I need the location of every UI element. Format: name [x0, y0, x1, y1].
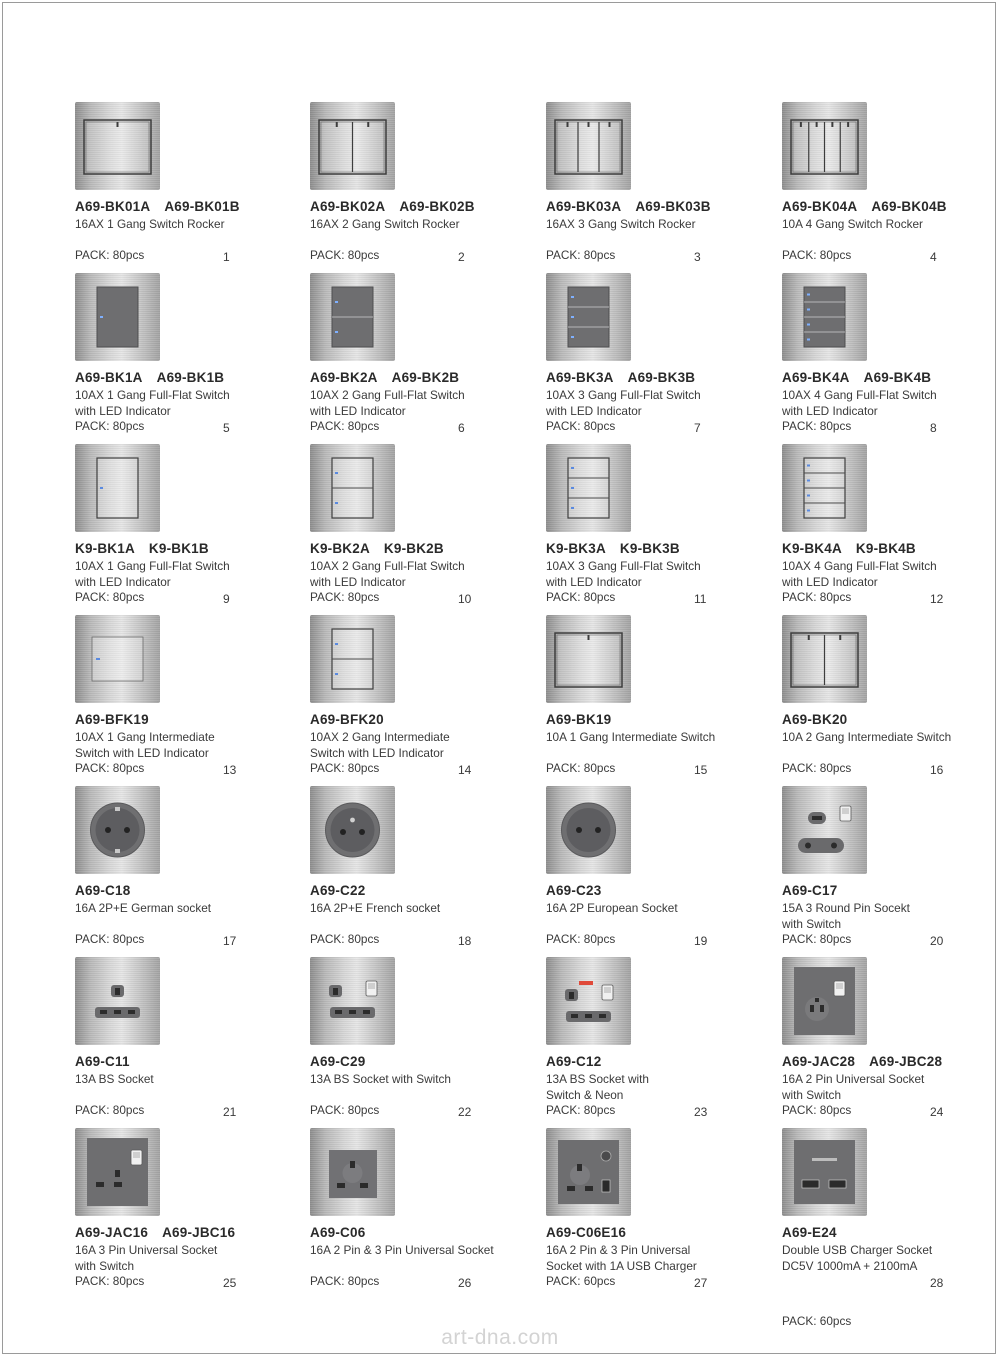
product-code: A69-C11 — [75, 1054, 130, 1069]
product-code: K9-BK2B — [383, 541, 444, 556]
product-codes — [310, 712, 384, 727]
pack-quantity: PACK: 80pcs — [310, 248, 380, 262]
product-codes — [546, 199, 711, 214]
product-card — [782, 786, 1000, 957]
product-codes — [75, 199, 240, 214]
product-codes — [310, 370, 459, 385]
product-codes — [546, 370, 695, 385]
double-usb-icon — [782, 1128, 867, 1216]
product-codes — [782, 199, 947, 214]
flat-silver-4-icon — [782, 444, 867, 532]
product-description — [75, 388, 230, 419]
french-socket-icon — [310, 786, 395, 874]
product-code: A69-C23 — [546, 883, 602, 898]
product-description — [310, 217, 460, 233]
product-code: A69-C12 — [546, 1054, 602, 1069]
description-line: with LED Indicator — [310, 403, 406, 418]
product-code: A69-C29 — [310, 1054, 366, 1069]
product-code: A69-BK02B — [399, 199, 475, 214]
product-card — [75, 273, 300, 444]
product-code: A69-JAC16 — [75, 1225, 149, 1240]
rocker-2-icon — [310, 102, 395, 190]
product-code: A69-BFK19 — [75, 712, 149, 727]
product-code: K9-BK4A — [782, 541, 842, 556]
product-code: A69-BK2A — [310, 370, 378, 385]
item-number: 24 — [930, 1105, 944, 1119]
product-card — [546, 273, 771, 444]
item-number: 22 — [458, 1105, 472, 1119]
product-code: A69-BK4A — [782, 370, 850, 385]
rocker-2-icon — [782, 615, 867, 703]
product-card — [310, 102, 535, 273]
flat-grey-3-icon — [546, 273, 631, 361]
product-code: A69-BK01A — [75, 199, 151, 214]
product-description — [546, 559, 701, 590]
round-pin-socket-icon — [782, 786, 867, 874]
description-line: Switch with LED Indicator — [310, 745, 444, 760]
pack-quantity: PACK: 80pcs — [546, 419, 616, 433]
product-code: A69-BK19 — [546, 712, 612, 727]
product-card — [782, 1128, 1000, 1328]
universal-socket-icon — [310, 1128, 395, 1216]
item-number: 15 — [694, 763, 708, 777]
item-number: 19 — [694, 934, 708, 948]
description-line: 16A 2P+E French socket — [310, 901, 441, 915]
product-codes — [75, 1054, 130, 1069]
product-card — [310, 444, 535, 615]
product-code: K9-BK1B — [148, 541, 209, 556]
pack-quantity: PACK: 80pcs — [546, 932, 616, 946]
flat-grey-2-icon — [310, 273, 395, 361]
item-number: 16 — [930, 763, 944, 777]
product-codes — [310, 199, 475, 214]
flat-silver-2-icon — [310, 444, 395, 532]
product-codes — [310, 541, 444, 556]
item-number: 4 — [930, 250, 937, 264]
product-codes — [546, 541, 680, 556]
product-description — [546, 1243, 697, 1274]
product-card — [546, 786, 771, 957]
description-line: 10A 1 Gang Intermediate Switch — [546, 730, 716, 744]
item-number: 26 — [458, 1276, 472, 1290]
product-description — [75, 730, 215, 761]
description-line: 16A 2 Pin & 3 Pin Universal Socket — [310, 1243, 494, 1257]
description-line: 10AX 3 Gang Full-Flat Switch — [546, 388, 701, 402]
description-line: Socket with 1A USB Charger — [546, 1258, 697, 1273]
bs-socket-switch-icon — [310, 957, 395, 1045]
pack-quantity: PACK: 80pcs — [310, 419, 380, 433]
description-line: with LED Indicator — [310, 574, 406, 589]
description-line: 10AX 2 Gang Intermediate — [310, 730, 450, 744]
description-line: 13A BS Socket — [75, 1072, 154, 1086]
flat-grey-4-icon — [782, 273, 867, 361]
product-codes — [782, 541, 916, 556]
universal-3pin-switch-icon — [75, 1128, 160, 1216]
description-line: 10AX 4 Gang Full-Flat Switch — [782, 388, 937, 402]
description-line: 16A 2P+E German socket — [75, 901, 212, 915]
description-line: 10AX 2 Gang Full-Flat Switch — [310, 388, 465, 402]
pack-quantity: PACK: 80pcs — [546, 761, 616, 775]
product-codes — [782, 712, 847, 727]
product-card — [546, 102, 771, 273]
description-line: with Switch — [782, 1087, 842, 1102]
item-number: 5 — [223, 421, 230, 435]
product-codes — [782, 1054, 942, 1069]
product-description — [75, 901, 211, 917]
pack-quantity: PACK: 80pcs — [310, 761, 380, 775]
pack-quantity: PACK: 80pcs — [75, 761, 145, 775]
product-description — [75, 1072, 154, 1088]
product-code: A69-C22 — [310, 883, 366, 898]
intermediate-2-icon — [310, 615, 395, 703]
item-number: 28 — [930, 1276, 944, 1290]
product-description — [546, 730, 715, 746]
item-number: 9 — [223, 592, 230, 606]
flat-silver-3-icon — [546, 444, 631, 532]
description-line: 16A 2 Pin & 3 Pin Universal — [546, 1243, 691, 1257]
bs-socket-neon-icon — [546, 957, 631, 1045]
item-number: 11 — [694, 592, 707, 606]
product-codes — [75, 541, 209, 556]
intermediate-1-icon — [75, 615, 160, 703]
product-description — [310, 1243, 494, 1259]
product-card — [546, 615, 771, 786]
pack-quantity: PACK: 80pcs — [782, 590, 852, 604]
pack-quantity: PACK: 80pcs — [782, 1103, 852, 1117]
product-card — [75, 1128, 300, 1299]
item-number: 13 — [223, 763, 237, 777]
product-description — [310, 559, 465, 590]
product-card — [782, 273, 1000, 444]
product-description — [782, 388, 937, 419]
rocker-1-icon — [75, 102, 160, 190]
pack-quantity: PACK: 60pcs — [782, 1314, 852, 1328]
product-codes — [75, 883, 130, 898]
description-line: 16A 3 Pin Universal Socket — [75, 1243, 218, 1257]
product-code: A69-BK03A — [546, 199, 622, 214]
item-number: 1 — [223, 250, 230, 264]
product-code: A69-JBC28 — [869, 1054, 943, 1069]
product-code: A69-BK02A — [310, 199, 386, 214]
description-line: DC5V 1000mA + 2100mA — [782, 1258, 918, 1273]
product-card — [75, 444, 300, 615]
description-line: 10AX 4 Gang Full-Flat Switch — [782, 559, 937, 573]
description-line: with LED Indicator — [782, 403, 878, 418]
pack-quantity: PACK: 80pcs — [75, 248, 145, 262]
pack-quantity: PACK: 80pcs — [310, 1274, 380, 1288]
product-card — [310, 273, 535, 444]
pack-quantity: PACK: 80pcs — [782, 248, 852, 262]
item-number: 21 — [223, 1105, 237, 1119]
item-number: 10 — [458, 592, 472, 606]
product-card — [782, 102, 1000, 273]
product-card — [782, 615, 1000, 786]
description-line: Switch & Neon — [546, 1087, 624, 1102]
product-card — [310, 1128, 535, 1299]
product-card — [310, 957, 535, 1128]
product-code: K9-BK3A — [546, 541, 606, 556]
description-line: with LED Indicator — [75, 403, 171, 418]
description-line: with LED Indicator — [782, 574, 878, 589]
product-codes — [546, 1054, 601, 1069]
description-line: Double USB Charger Socket — [782, 1243, 933, 1257]
item-number: 23 — [694, 1105, 708, 1119]
product-code: A69-C06E16 — [546, 1225, 627, 1240]
product-codes — [546, 883, 601, 898]
product-card — [75, 957, 300, 1128]
pack-quantity: PACK: 80pcs — [75, 419, 145, 433]
description-line: with Switch — [782, 916, 842, 931]
item-number: 14 — [458, 763, 472, 777]
pack-quantity: PACK: 80pcs — [782, 419, 852, 433]
product-code: A69-C17 — [782, 883, 838, 898]
description-line: 13A BS Socket with Switch — [310, 1072, 451, 1086]
description-line: 10A 2 Gang Intermediate Switch — [782, 730, 952, 744]
product-card — [782, 957, 1000, 1128]
pack-quantity: PACK: 80pcs — [546, 248, 616, 262]
euro-socket-icon — [546, 786, 631, 874]
product-card — [546, 1128, 771, 1299]
product-code: A69-BFK20 — [310, 712, 384, 727]
pack-quantity: PACK: 80pcs — [75, 1274, 145, 1288]
item-number: 17 — [223, 934, 237, 948]
product-code: K9-BK4B — [855, 541, 916, 556]
description-line: 10AX 3 Gang Full-Flat Switch — [546, 559, 701, 573]
description-line: with LED Indicator — [75, 574, 171, 589]
product-description — [546, 217, 696, 233]
product-code: K9-BK2A — [310, 541, 370, 556]
pack-quantity: PACK: 60pcs — [546, 1274, 616, 1288]
description-line: 10AX 1 Gang Full-Flat Switch — [75, 559, 230, 573]
flat-grey-1-icon — [75, 273, 160, 361]
description-line: 16AX 1 Gang Switch Rocker — [75, 217, 225, 231]
product-code: A69-BK3A — [546, 370, 614, 385]
product-description — [310, 730, 450, 761]
universal-usb-icon — [546, 1128, 631, 1216]
product-code: A69-JBC16 — [162, 1225, 236, 1240]
description-line: 15A 3 Round Pin Socekt — [782, 901, 910, 915]
product-card — [546, 444, 771, 615]
product-code: A69-BK04A — [782, 199, 858, 214]
product-card — [782, 444, 1000, 615]
product-card — [310, 615, 535, 786]
product-code: A69-C18 — [75, 883, 131, 898]
product-card — [310, 786, 535, 957]
item-number: 27 — [694, 1276, 708, 1290]
product-description — [782, 559, 937, 590]
product-codes — [75, 370, 224, 385]
item-number: 2 — [458, 250, 465, 264]
item-number: 6 — [458, 421, 465, 435]
product-description — [782, 1243, 932, 1274]
pack-quantity: PACK: 80pcs — [310, 932, 380, 946]
product-codes — [75, 1225, 235, 1240]
rocker-1-icon — [546, 615, 631, 703]
item-number: 12 — [930, 592, 944, 606]
product-description — [75, 559, 230, 590]
description-line: 10A 4 Gang Switch Rocker — [782, 217, 923, 231]
product-description — [310, 901, 440, 917]
item-number: 3 — [694, 250, 701, 264]
product-codes — [782, 883, 837, 898]
product-description — [546, 1072, 649, 1103]
product-description — [782, 730, 951, 746]
pack-quantity: PACK: 80pcs — [782, 761, 852, 775]
product-code: A69-JAC28 — [782, 1054, 856, 1069]
description-line: with Switch — [75, 1258, 135, 1273]
german-socket-icon — [75, 786, 160, 874]
product-codes — [782, 370, 931, 385]
product-description — [75, 1243, 217, 1274]
rocker-3-icon — [546, 102, 631, 190]
pack-quantity: PACK: 80pcs — [782, 932, 852, 946]
product-description — [310, 388, 465, 419]
product-description — [782, 217, 923, 233]
product-card — [546, 957, 771, 1128]
product-description — [546, 901, 678, 917]
product-code: A69-BK1B — [156, 370, 225, 385]
product-codes — [782, 1225, 837, 1240]
item-number: 25 — [223, 1276, 237, 1290]
product-codes — [310, 883, 365, 898]
pack-quantity: PACK: 80pcs — [546, 1103, 616, 1117]
product-code: A69-BK01B — [164, 199, 240, 214]
product-code: A69-C06 — [310, 1225, 366, 1240]
description-line: 10AX 2 Gang Full-Flat Switch — [310, 559, 465, 573]
description-line: 13A BS Socket with — [546, 1072, 649, 1086]
product-code: A69-BK20 — [782, 712, 848, 727]
pack-quantity: PACK: 80pcs — [546, 590, 616, 604]
product-description — [546, 388, 701, 419]
description-line: 16A 2P European Socket — [546, 901, 678, 915]
product-card — [75, 615, 300, 786]
description-line: with LED Indicator — [546, 574, 642, 589]
product-description — [782, 1072, 924, 1103]
description-line: 16AX 3 Gang Switch Rocker — [546, 217, 696, 231]
pack-quantity: PACK: 80pcs — [310, 590, 380, 604]
pack-quantity: PACK: 80pcs — [75, 1103, 145, 1117]
description-line: Switch with LED Indicator — [75, 745, 209, 760]
description-line: 10AX 1 Gang Full-Flat Switch — [75, 388, 230, 402]
description-line: 10AX 1 Gang Intermediate — [75, 730, 215, 744]
pack-quantity: PACK: 80pcs — [75, 932, 145, 946]
product-codes — [310, 1054, 365, 1069]
product-description — [310, 1072, 451, 1088]
flat-silver-1-icon — [75, 444, 160, 532]
product-code: K9-BK3B — [619, 541, 680, 556]
product-code: A69-BK03B — [635, 199, 711, 214]
item-number: 8 — [930, 421, 937, 435]
product-description — [782, 901, 910, 932]
product-code: A69-BK04B — [871, 199, 947, 214]
product-code: K9-BK1A — [75, 541, 135, 556]
product-code: A69-BK2B — [391, 370, 460, 385]
pack-quantity: PACK: 80pcs — [75, 590, 145, 604]
product-code: A69-E24 — [782, 1225, 837, 1240]
pack-quantity: PACK: 80pcs — [310, 1103, 380, 1117]
product-codes — [75, 712, 149, 727]
product-card — [75, 102, 300, 273]
product-description — [75, 217, 225, 233]
bs-socket-icon — [75, 957, 160, 1045]
watermark: art-dna.com — [441, 1326, 559, 1349]
product-codes — [546, 712, 611, 727]
product-code: A69-BK1A — [75, 370, 143, 385]
product-codes — [546, 1225, 626, 1240]
product-code: A69-BK3B — [627, 370, 696, 385]
product-codes — [310, 1225, 365, 1240]
description-line: 16AX 2 Gang Switch Rocker — [310, 217, 460, 231]
description-line: with LED Indicator — [546, 403, 642, 418]
product-code: A69-BK4B — [863, 370, 932, 385]
rocker-4-icon — [782, 102, 867, 190]
item-number: 20 — [930, 934, 944, 948]
universal-2pin-icon — [782, 957, 867, 1045]
item-number: 18 — [458, 934, 472, 948]
description-line: 16A 2 Pin Universal Socket — [782, 1072, 925, 1086]
product-card — [75, 786, 300, 957]
item-number: 7 — [694, 421, 701, 435]
